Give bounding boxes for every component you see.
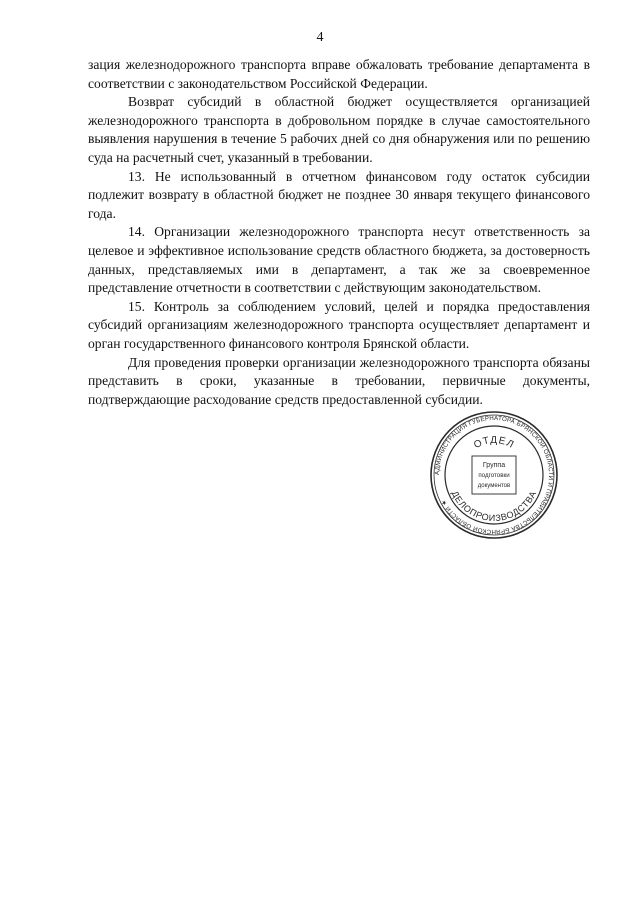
official-stamp — [428, 409, 560, 541]
paragraph-subsidy-return: Возврат субсидий в областной бюджет осуществляется организацией железнодорожного транспорта в добровольном порядке в случае самостоятельного выявления нарушения в течение 5 рабочих дней со дня обнаружения или по решению суда на расчетный счет, указанный в требовании. — [88, 94, 590, 165]
paragraph-14: 14. Организации железнодорожного транспорта несут ответственность за целевое и эффективное использование средств областного бюджета, за достоверность данных, представляемых ими в департамент, а так же за своевременное представление отчетности в соответствии с действующим законодательством. — [88, 224, 590, 296]
stamp-outer-text: АДМИНИСТРАЦИЯ ГУБЕРНАТОРА БРЯНСКОЙ ОБЛАСТИ И ПРАВИТЕЛЬСТВА БРЯНСКОЙ ОБЛАСТИ ★ — [433, 414, 555, 536]
stamp-center-line-1: Группа — [482, 462, 506, 469]
paragraph-continuation: зация железнодорожного транспорта вправе обжаловать требование департамента в соответствии с законодательством Российской Федерации. — [88, 57, 590, 91]
document-body — [88, 56, 590, 409]
paragraph-15: 15. Контроль за соблюдением условий, целей и порядка предоставления субсидий организациям железнодорожного транспорта осуществляет департамент и орган государственного финансового контроля Брянской области. — [88, 298, 590, 351]
stamp-top-word: ОТДЕЛ — [472, 434, 516, 452]
stamp-center-line-2: подготовки — [478, 472, 510, 479]
svg-text:ОТДЕЛ — [472, 435, 516, 451]
paragraph-inspection: Для проведения проверки организации железнодорожного транспорта обязаны представить в сроки, указанные в требовании, первичные документы, подтверждающие расходование средств предоставленной субсидии. — [88, 354, 590, 407]
stamp-center-line-3: документов — [477, 483, 511, 489]
stamp-seal-icon — [428, 409, 560, 541]
paragraph-13: 13. Не использованный в отчетном финансовом году остаток субсидии подлежит возврату в областной бюджет не позднее 30 января текущего финансового года. — [88, 168, 590, 221]
page-number: 4 — [316, 30, 324, 45]
stamp-bottom-word: ДЕЛОПРОИЗВОДСТВА — [449, 489, 539, 524]
